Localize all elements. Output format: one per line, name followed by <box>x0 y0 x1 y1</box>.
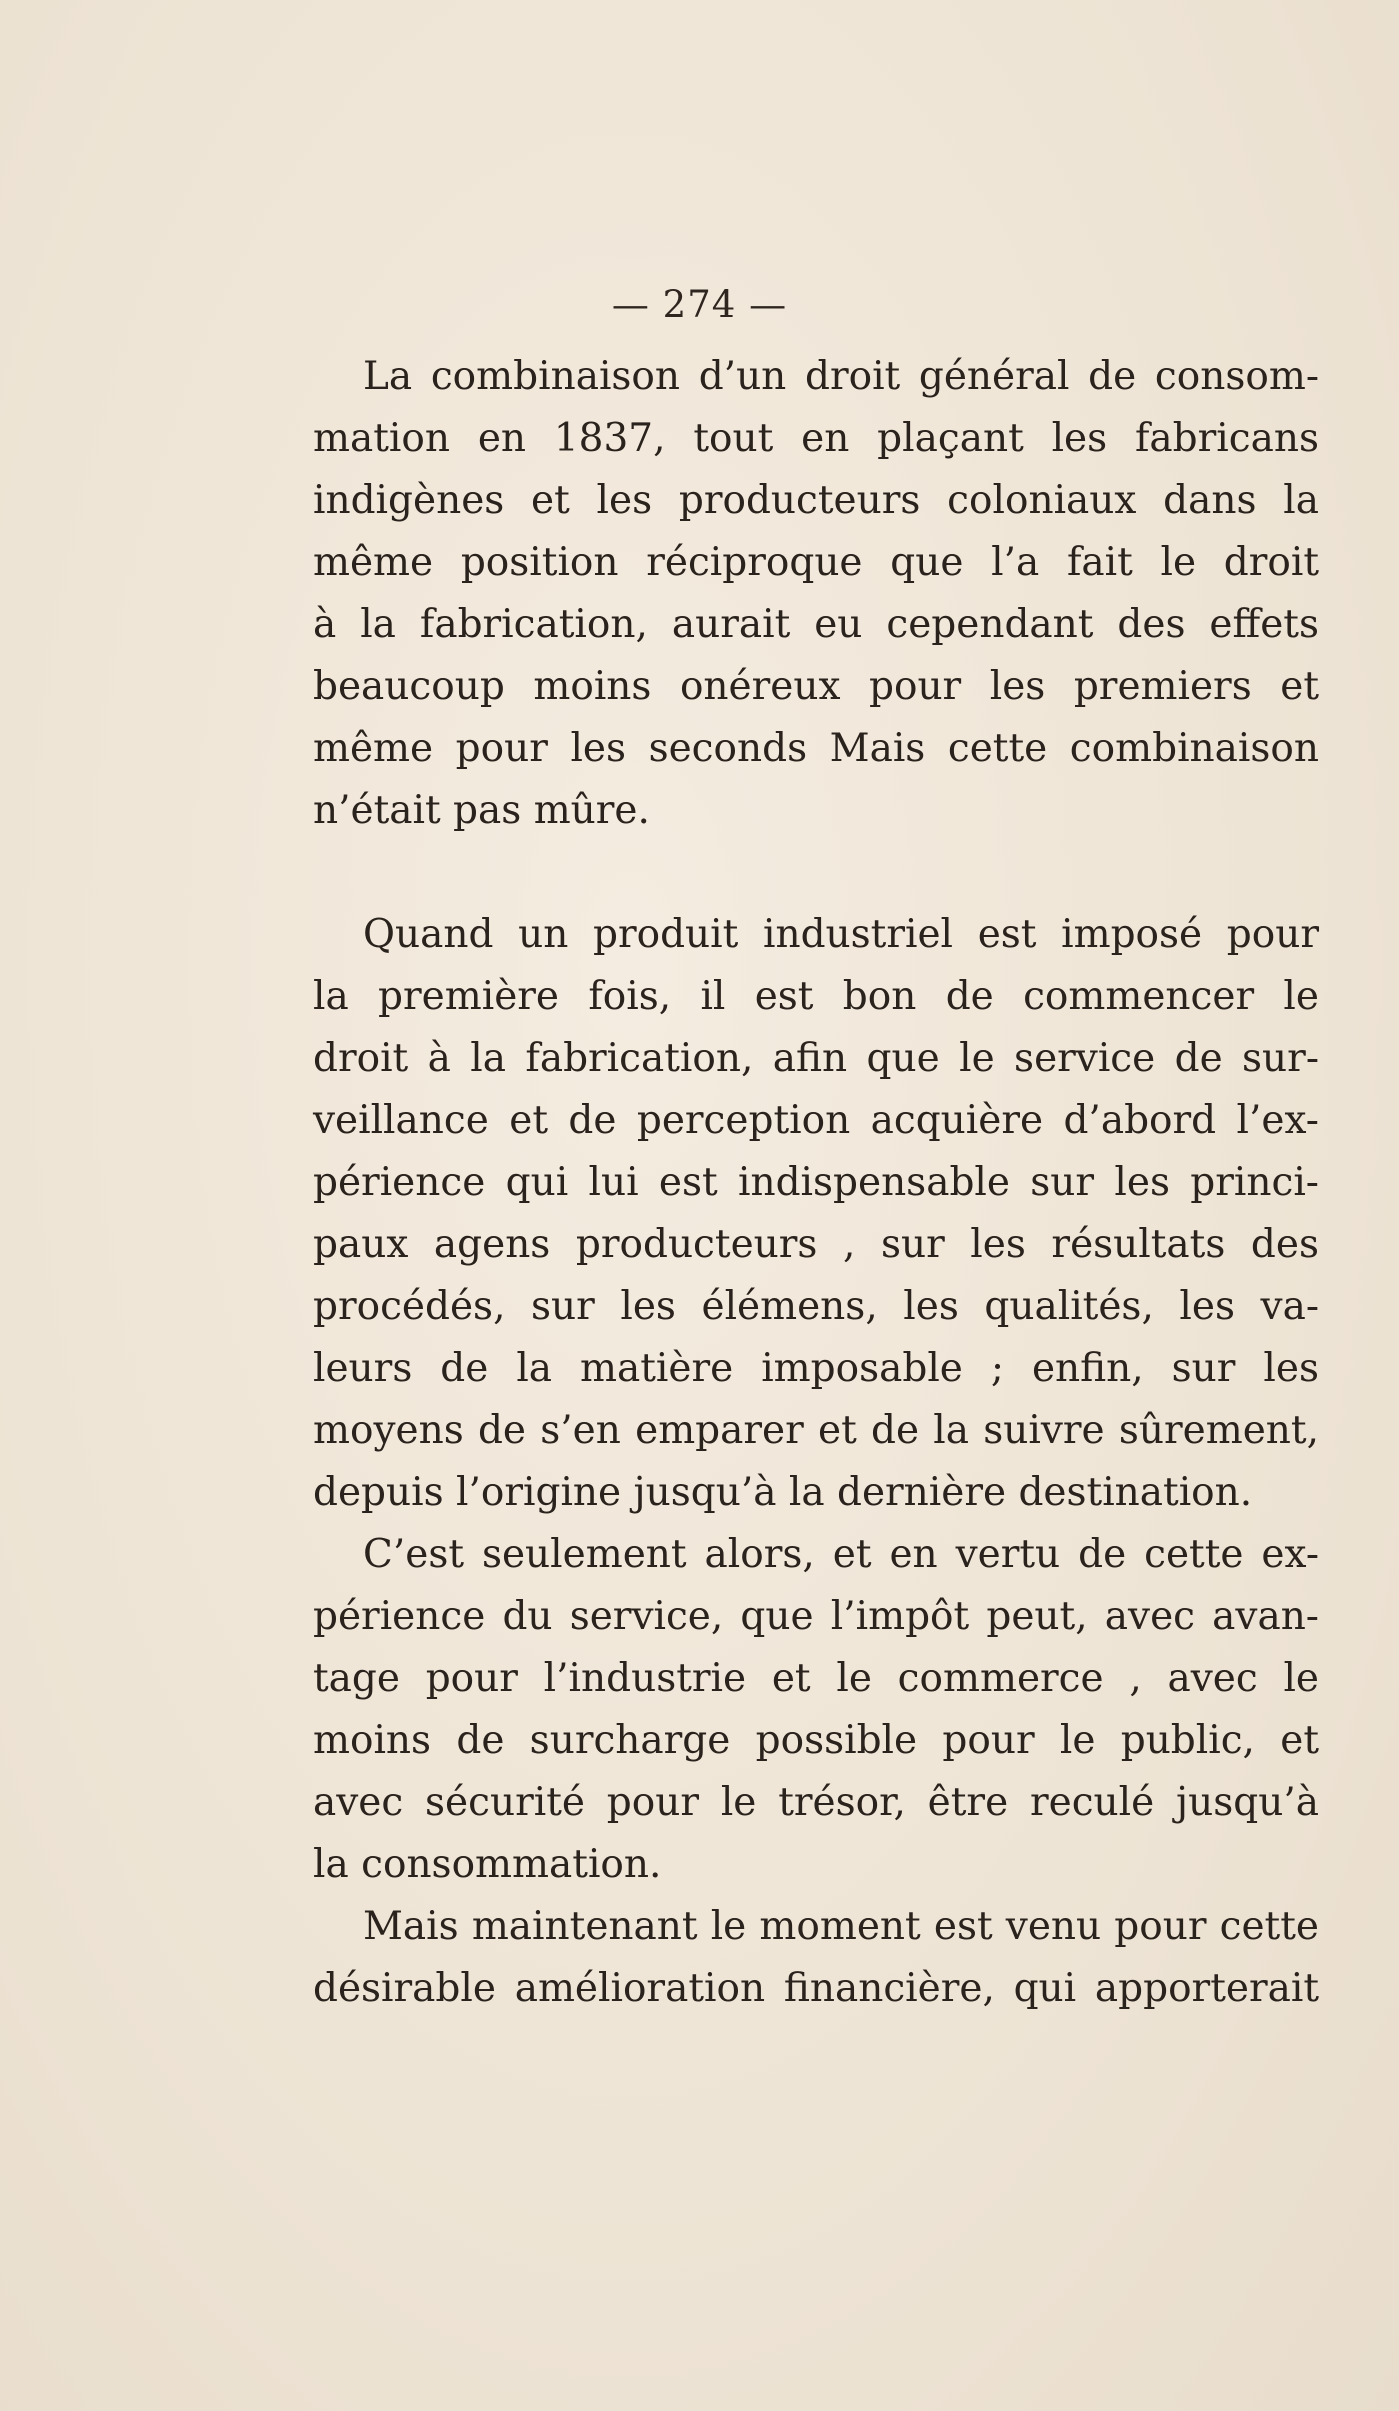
text-line: veillance et de perception acquière d’abord l’ex- <box>313 1098 1319 1143</box>
text-line: même pour les seconds Mais cette combinaison <box>313 726 1319 771</box>
page-number: — 274 — <box>611 283 788 326</box>
text-line: procédés, sur les élémens, les qualités, les va- <box>313 1284 1319 1329</box>
text-line: indigènes et les producteurs coloniaux dans la <box>313 478 1319 523</box>
text-line: désirable amélioration financière, qui apporterait <box>313 1966 1319 2011</box>
text-line: périence qui lui est indispensable sur les princi- <box>313 1160 1319 1205</box>
text-line: la consommation. <box>313 1842 662 1887</box>
text-line: la première fois, il est bon de commencer le <box>313 974 1319 1019</box>
text-line: moins de surcharge possible pour le public, et <box>313 1718 1319 1763</box>
text-line: à la fabrication, aurait eu cependant des effets <box>313 602 1319 647</box>
text-line: beaucoup moins onéreux pour les premiers et <box>313 664 1319 709</box>
body-text <box>313 346 1319 2020</box>
text-line: périence du service, que l’impôt peut, avec avan- <box>313 1594 1319 1639</box>
paragraph-2 <box>313 904 1319 1524</box>
text-line: La combinaison d’un droit général de consom- <box>363 354 1319 399</box>
text-line: même position réciproque que l’a fait le droit <box>313 540 1319 585</box>
text-line: C’est seulement alors, et en vertu de cette ex- <box>363 1532 1319 1577</box>
paragraph-1 <box>313 346 1319 842</box>
paragraph-4 <box>313 1896 1319 2020</box>
paragraph-gap <box>313 842 1319 904</box>
text-line: depuis l’origine jusqu’à la dernière destination. <box>313 1470 1253 1515</box>
text-line: avec sécurité pour le trésor, être reculé jusqu’à <box>313 1780 1319 1825</box>
paragraph-3 <box>313 1524 1319 1896</box>
text-line: leurs de la matière imposable ; enfin, sur les <box>313 1346 1319 1391</box>
text-line: mation en 1837, tout en plaçant les fabricans <box>313 416 1319 461</box>
text-line: paux agens producteurs , sur les résultats des <box>313 1222 1319 1267</box>
text-line: tage pour l’industrie et le commerce , avec le <box>313 1656 1319 1701</box>
text-line: n’était pas mûre. <box>313 788 650 833</box>
text-line: moyens de s’en emparer et de la suivre sûrement, <box>313 1408 1319 1453</box>
text-line: droit à la fabrication, afin que le service de sur- <box>313 1036 1319 1081</box>
text-line: Mais maintenant le moment est venu pour cette <box>363 1904 1319 1949</box>
text-line: Quand un produit industriel est imposé pour <box>363 912 1319 957</box>
